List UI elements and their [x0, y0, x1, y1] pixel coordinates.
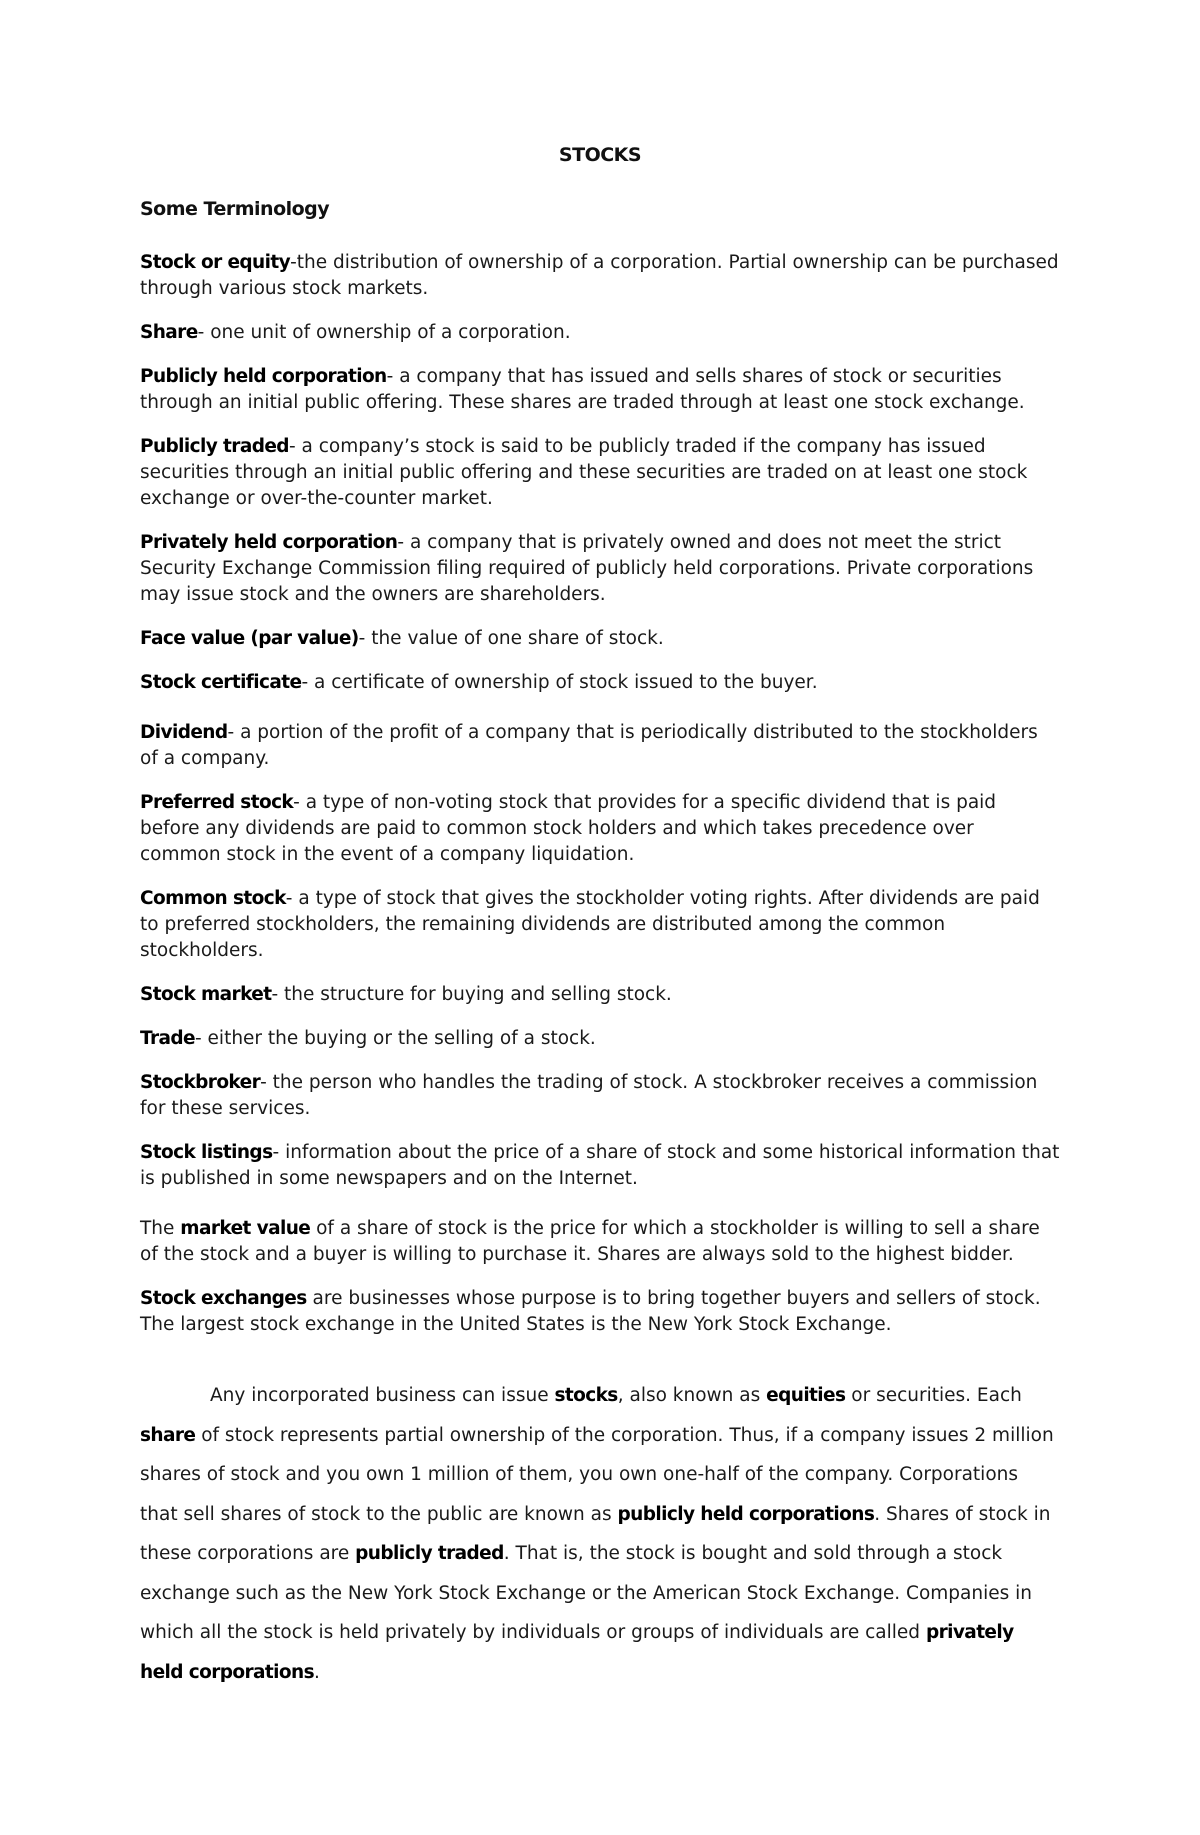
keyword: share [140, 1424, 196, 1446]
term-definition: the person who handles the trading of stock. A stockbroker receives a commission for these services. [140, 1072, 1038, 1119]
term-separator: - [227, 722, 241, 743]
term-entry [140, 982, 1060, 1008]
term-entry [140, 250, 1060, 302]
term-definition: a portion of the profit of a company that is periodically distributed to the stockholders of a company. [140, 722, 1038, 769]
term-name: Stockbroker [140, 1072, 261, 1093]
term-entry [140, 720, 1060, 772]
term-separator: - [194, 1028, 208, 1049]
term-entry [140, 320, 1060, 346]
term-separator: - [197, 322, 211, 343]
term-definition: one unit of ownership of a corporation. [210, 322, 571, 343]
term-entry [140, 434, 1060, 512]
term-entry [140, 886, 1060, 964]
term-name: Stock certificate [140, 672, 302, 693]
term-separator: - [386, 366, 400, 387]
term-name: Privately held corporation [140, 532, 398, 553]
term-definition: a company’s stock is said to be publicly traded if the company has issued securities through an initial public offering and these securities are traded on at least one stock exchange or over-the-counter market. [140, 436, 1028, 509]
term-name: Stock exchanges [140, 1288, 307, 1309]
term-entry [140, 1070, 1060, 1122]
term-definition: a certificate of ownership of stock issued to the buyer. [314, 672, 818, 693]
term-separator: - [260, 1072, 273, 1093]
terminology-list [140, 250, 1060, 1192]
term-definition: a type of non-voting stock that provides for a specific dividend that is paid before any dividends are paid to common stock holders and which takes precedence over common stock in the event of a company liquidation. [140, 792, 997, 865]
term-name: Stock market [140, 984, 272, 1005]
term-separator: - [290, 252, 297, 273]
term-definition: a company that has issued and sells shares of stock or securities through an initial public offering. These shares are traded through at least one stock exchange. [140, 366, 1025, 413]
term-name: Common stock [140, 888, 286, 909]
term-entry [140, 364, 1060, 416]
term-definition: the structure for buying and selling stock. [284, 984, 672, 1005]
term-name: Preferred stock [140, 792, 294, 813]
term-entry [140, 626, 1060, 652]
term-entry [140, 530, 1060, 608]
term-name: Trade [140, 1028, 195, 1049]
term-separator: - [301, 672, 315, 693]
term-entry [140, 1026, 1060, 1052]
keyword: privately held corporations [140, 1622, 1014, 1683]
page-title: STOCKS [558, 144, 642, 166]
term-entry [140, 670, 1060, 696]
term-separator: - [397, 532, 410, 553]
keyword: publicly traded [355, 1543, 504, 1564]
term-name: Face value (par value) [140, 628, 359, 649]
term-entry [140, 1140, 1060, 1192]
term-definition: the distribution of ownership of a corporation. Partial ownership can be purchased through various stock markets. [140, 252, 1059, 299]
term-separator: - [285, 888, 299, 909]
section-heading: Some Terminology [140, 198, 330, 220]
term-separator: - [288, 436, 302, 457]
term-definition: a company that is privately owned and does not meet the strict Security Exchange Commission filing required of publicly held corporations. Private corporations may issue stock and the owners are shareholders. [140, 532, 1034, 605]
term-name: Dividend [140, 722, 228, 743]
term-definition: either the buying or the selling of a stock. [207, 1028, 596, 1049]
keyword: stocks [554, 1385, 618, 1406]
term-separator: - [358, 628, 372, 649]
keyword: equities [766, 1385, 846, 1406]
summary-paragraph: Any incorporated business can issue stocks, also known as equities or securities. Each share of stock represents partial ownership of the corporation. Thus, if a company issues 2 million shares of stock and you own 1 million of them, you own one-half of the company. Corporations that sell shares of stock to the public are known as publicly held corporations. Shares of stock in these corporations are publicly traded. That is, the stock is bought and sold through a stock exchange such as the New York Stock Exchange or the American Stock Exchange. Companies in which all the stock is held privately by individuals or groups of individuals are called privately held corporations. [140, 1385, 1054, 1683]
term-definition: a type of stock that gives the stockholder voting rights. After dividends are paid to preferred stockholders, the remaining dividends are distributed among the common stockholders. [140, 888, 1040, 961]
stock-exchanges-note: Stock exchanges are businesses whose purpose is to bring together buyers and sellers of stock. The largest stock exchange in the United States is the New York Stock Exchange. [140, 1288, 1041, 1335]
term-definition: the value of one share of stock. [371, 628, 664, 649]
term-entry [140, 790, 1060, 868]
keyword: publicly held corporations [617, 1503, 875, 1525]
term-name: Publicly traded [140, 436, 289, 457]
term-name: market value [180, 1218, 311, 1239]
term-name: Publicly held corporation [140, 366, 387, 387]
term-name: Stock listings [140, 1142, 273, 1163]
term-name: Share [140, 322, 198, 343]
term-separator: - [293, 792, 306, 813]
market-value-note: The market value of a share of stock is the price for which a stockholder is willing to sell a share of the stock and a buyer is willing to purchase it. Shares are always sold to the highest bidder. [140, 1218, 1040, 1265]
term-definition: information about the price of a share of stock and some historical information that is published in some newspapers and on the Internet. [140, 1142, 1060, 1189]
term-separator: - [272, 1142, 286, 1163]
term-separator: - [271, 984, 285, 1005]
term-name: Stock or equity [140, 252, 291, 273]
